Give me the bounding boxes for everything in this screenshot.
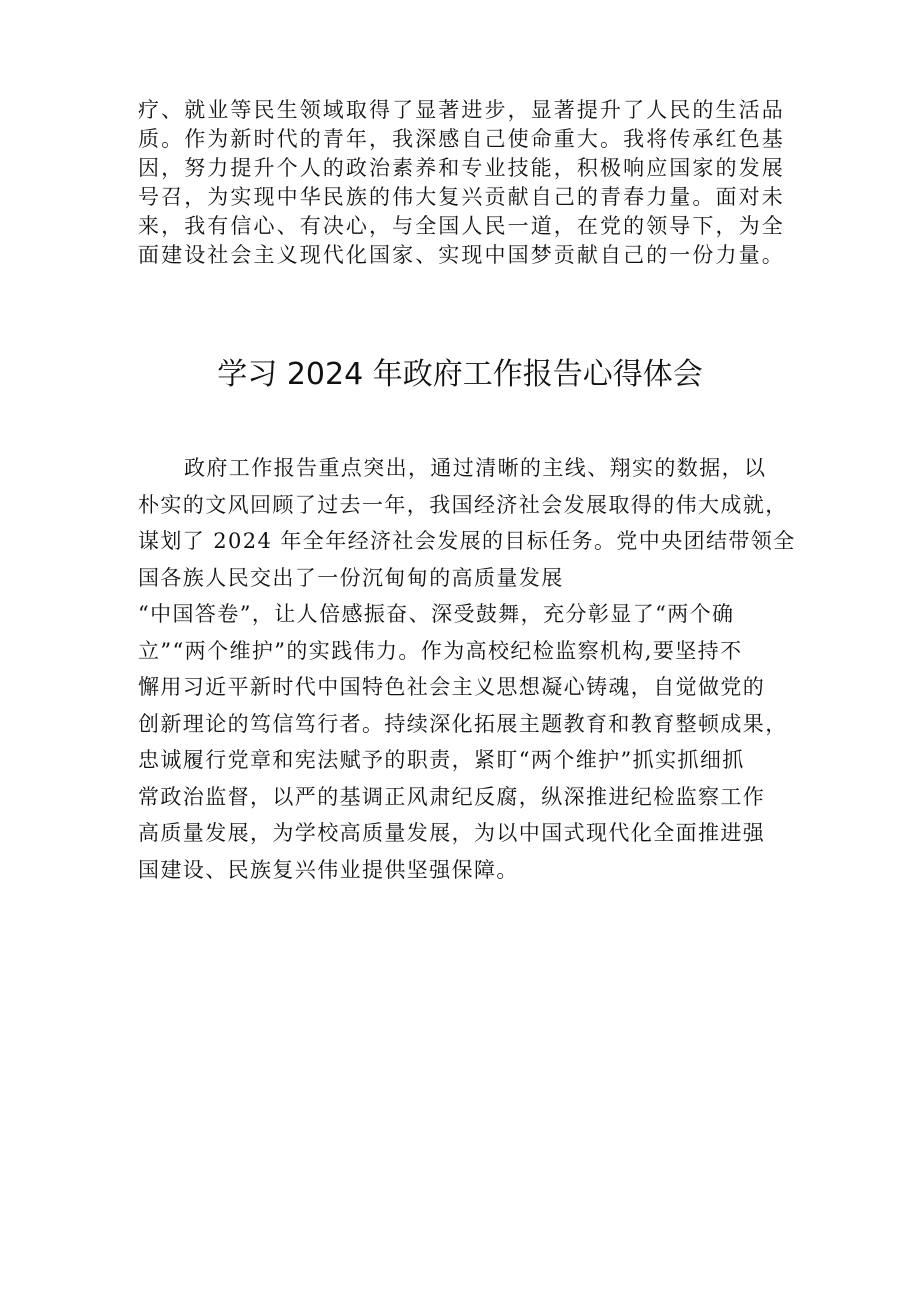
paragraph-line: “中国答卷”，让人倍感振奋、深受鼓舞，充分彰显了“两个确	[138, 602, 735, 626]
paragraph-line: 忠诚履行党章和宪法赋予的职责，紧盯“两个维护”抓实抓细抓	[138, 748, 745, 772]
paragraph-line: 创新理论的笃信笃行者。持续深化拓展主题教育和教育整顿成果，	[138, 711, 788, 736]
paragraph-line: 号召，为实现中华民族的伟大复兴贡献自己的青春力量。面对未	[138, 185, 785, 209]
paragraph-line: 常政治监督，以严的基调正风肃纪反腐，纵深推进纪检监察工作	[138, 784, 766, 809]
continuation-paragraph	[138, 96, 798, 270]
paragraph-line: 朴实的文风回顾了过去一年，我国经济社会发展取得的伟大成就，	[138, 492, 788, 517]
paragraph-line: 国建设、民族复兴伟业提供坚强保障。	[138, 857, 519, 882]
paragraph-line: 立”“两个维护”的实践伟力。作为高校纪检监察机构,要坚持不	[138, 638, 743, 663]
article-body	[138, 450, 808, 888]
paragraph-line: 国各族人民交出了一份沉甸甸的高质量发展	[138, 565, 564, 590]
paragraph-line: 因，努力提升个人的政治素养和专业技能，积极响应国家的发展	[138, 156, 785, 180]
paragraph-line: 来，我有信心、有决心，与全国人民一道，在党的领导下，为全	[138, 214, 785, 238]
paragraph-line: 面建设社会主义现代化国家、实现中国梦贡献自己的一份力量。	[138, 243, 785, 267]
article-title: 学习 2024 年政府工作报告心得体会	[217, 357, 703, 392]
paragraph-line: 质。作为新时代的青年，我深感自己使命重大。我将传承红色基	[138, 127, 785, 151]
paragraph-line: 懈用习近平新时代中国特色社会主义思想凝心铸魂，自觉做党的	[138, 675, 766, 699]
paragraph-line: 谋划了 2024 年全年经济社会发展的目标任务。党中央团结带领全	[138, 529, 796, 553]
paragraph-line: 高质量发展，为学校高质量发展，为以中国式现代化全面推进强	[138, 821, 766, 845]
paragraph-line: 政府工作报告重点突出，通过清晰的主线、翔实的数据，以	[184, 456, 767, 480]
paragraph-line: 疗、就业等民生领域取得了显著进步，显著提升了人民的生活品	[138, 98, 785, 122]
